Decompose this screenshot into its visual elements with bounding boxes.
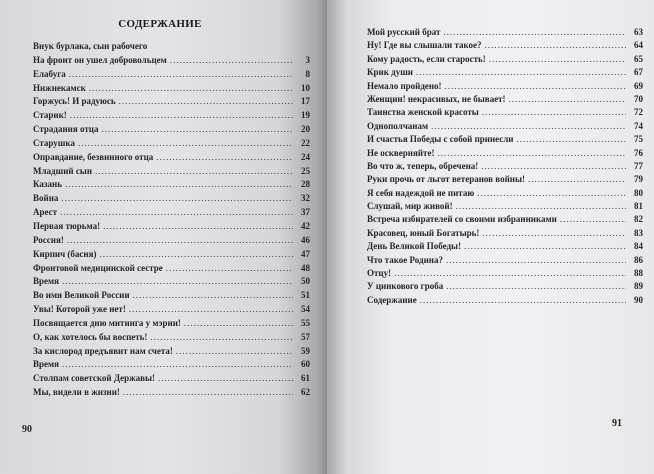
toc-entry [367, 107, 643, 120]
toc-entry-title: Посвящается дню митинга у мэрии! [33, 317, 181, 328]
dot-leader [78, 138, 293, 148]
toc-entry-title: Нижнекамск [33, 82, 86, 93]
dot-leader [416, 67, 626, 77]
toc-entry-page: 20 [301, 124, 310, 135]
dot-leader [123, 387, 293, 397]
dot-leader [509, 94, 626, 104]
toc-entry-page: 90 [634, 294, 643, 305]
toc-entry-title: За кислород предъявит нам счета! [33, 345, 173, 356]
toc-entry-title: Кирпич (басня) [33, 248, 97, 259]
toc-entry [367, 54, 643, 67]
toc-entry-title: О, как хотелось бы воспеть! [33, 331, 148, 342]
toc-entry-title: Слушай, мир живой! [367, 201, 453, 212]
toc-entry-title: Младший сын [33, 165, 93, 176]
dot-leader [119, 96, 293, 106]
toc-entry [33, 55, 310, 69]
dot-leader [482, 228, 626, 238]
toc-entry [33, 318, 310, 332]
dot-leader [560, 214, 626, 224]
dot-leader [150, 332, 293, 342]
toc-entry-page: 82 [634, 214, 643, 225]
toc-entry [33, 96, 310, 110]
toc-entry-title: Время [33, 276, 60, 287]
toc-entry [367, 40, 643, 53]
toc-entry [33, 359, 310, 373]
toc-entry-page: 54 [301, 304, 310, 315]
toc-entry [33, 304, 310, 318]
toc-entry-title: Крик души [367, 67, 413, 78]
dot-leader [70, 110, 293, 120]
toc-entry [367, 201, 643, 214]
toc-entry-page: 83 [634, 227, 643, 238]
toc-entry-page: 3 [305, 54, 310, 65]
toc-entry [367, 67, 643, 80]
toc-entry [367, 81, 643, 94]
toc-entry-page: 24 [301, 151, 310, 162]
toc-entry-title: Встреча избирателей со своими избранниками [367, 214, 557, 225]
toc-entry [33, 263, 310, 277]
toc-entry [33, 152, 310, 166]
dot-leader [65, 179, 293, 189]
dot-leader [101, 124, 293, 134]
toc-entry-title: Увы! Которой уже нет! [33, 304, 126, 315]
toc-entry-page: 62 [301, 387, 310, 398]
dot-leader [445, 81, 626, 91]
toc-entry-page: 32 [301, 193, 310, 204]
toc-entry-title: Война [33, 193, 59, 204]
toc-entry [367, 295, 643, 308]
page-number-right: 91 [612, 418, 622, 429]
toc-list-left [33, 41, 310, 401]
toc-entry-title: Содержание [367, 294, 417, 305]
toc-entry-page: 86 [634, 254, 643, 265]
toc-entry-title: Таинства женской красоты [367, 107, 479, 118]
toc-entry-title: Красовец, юный Богатырь! [367, 227, 480, 238]
dot-leader [158, 373, 293, 383]
toc-entry-page: 77 [634, 160, 643, 171]
right-page [327, 0, 654, 474]
toc-entry-page: 75 [634, 134, 643, 145]
toc-entry-page: 28 [301, 179, 310, 190]
toc-entry-title: У цинкового гроба [367, 281, 444, 292]
toc-entry [367, 94, 643, 107]
toc-entry-title: Оправдание, безвинного отца [33, 151, 154, 162]
toc-entry-title: Внук бурлака, сын рабочего [33, 41, 148, 51]
toc-entry [367, 121, 643, 134]
toc-entry-title: Первая тюрьма! [33, 220, 101, 231]
toc-entry-page: 42 [301, 220, 310, 231]
toc-entry-title: Что такое Родина? [367, 254, 443, 265]
toc-entry [33, 207, 310, 221]
dot-leader [456, 201, 626, 211]
toc-entry [367, 228, 643, 241]
dot-leader [528, 174, 626, 184]
toc-entry-title: Старушка [33, 137, 75, 148]
toc-entry-page: 84 [634, 241, 643, 252]
page-title: СОДЕРЖАНИЕ [118, 18, 202, 30]
toc-entry-page: 10 [301, 82, 310, 93]
toc-entry-page: 81 [634, 201, 643, 212]
toc-entry-page: 61 [301, 373, 310, 384]
toc-entry-title: Время [33, 359, 60, 370]
dot-leader [516, 134, 626, 144]
dot-leader [133, 290, 293, 300]
dot-leader [99, 249, 293, 259]
toc-entry [33, 166, 310, 180]
toc-entry-page: 65 [634, 53, 643, 64]
dot-leader [482, 107, 626, 117]
toc-entry-title: Россия! [33, 234, 64, 245]
toc-entry [33, 69, 310, 83]
toc-entry [367, 255, 643, 268]
dot-leader [62, 276, 293, 286]
toc-entry-title: Страдания отца [33, 124, 99, 135]
dot-leader [446, 255, 626, 265]
toc-entry [33, 249, 310, 263]
toc-entry-title: Арест [33, 207, 58, 218]
toc-entry-page: 80 [634, 187, 643, 198]
dot-leader [156, 152, 293, 162]
dot-leader [89, 83, 293, 93]
dot-leader [420, 295, 626, 305]
toc-entry-page: 57 [301, 331, 310, 342]
toc-entry [367, 134, 643, 147]
toc-entry-title: День Великой Победы! [367, 241, 462, 252]
toc-entry-page: 51 [301, 290, 310, 301]
toc-entry-title: Не оскверняйте! [367, 147, 435, 158]
dot-leader [477, 188, 626, 198]
toc-entry-page: 25 [301, 165, 310, 176]
toc-entry [33, 346, 310, 360]
toc-entry [367, 268, 643, 281]
toc-entry-title: Мой русский брат [367, 27, 441, 37]
toc-entry-page: 63 [634, 27, 643, 37]
toc-entry [367, 174, 643, 187]
toc-entry-page: 79 [634, 174, 643, 185]
toc-entry-title: Однополчанам [367, 120, 429, 131]
dot-leader [464, 241, 626, 251]
toc-entry-page: 89 [634, 281, 643, 292]
toc-entry-title: Мы, видели в жизни! [33, 387, 120, 398]
toc-entry [33, 373, 310, 387]
toc-entry-title: Я себя надеждой не питаю [367, 187, 475, 198]
toc-entry [367, 241, 643, 254]
toc-entry-page: 22 [301, 137, 310, 148]
toc-entry-page: 8 [305, 68, 310, 79]
toc-entry-page: 88 [634, 268, 643, 279]
dot-leader [170, 55, 293, 65]
toc-list-right [367, 27, 643, 308]
toc-entry-page: 19 [301, 110, 310, 121]
toc-entry [367, 188, 643, 201]
toc-entry-page: 76 [634, 147, 643, 158]
toc-entry [367, 148, 643, 161]
toc-entry [367, 281, 643, 294]
dot-leader [184, 318, 293, 328]
dot-leader [129, 304, 293, 314]
dot-leader [61, 193, 293, 203]
toc-entry-page: 72 [634, 107, 643, 118]
dot-leader [69, 69, 293, 79]
toc-entry-title: И счастья Победы с собой принесли [367, 134, 514, 145]
dot-leader [394, 268, 626, 278]
toc-entry-title: Немало пройдено! [367, 80, 442, 91]
toc-entry-title: Во что ж, теперь, обречена! [367, 160, 479, 171]
toc-entry-page: 48 [301, 262, 310, 273]
toc-entry-page: 17 [301, 96, 310, 107]
toc-entry-title: Кому радость, если старость! [367, 53, 486, 64]
toc-entry-title: Ну! Где вы слышали такое? [367, 40, 482, 51]
toc-entry [33, 124, 310, 138]
toc-entry-page: 67 [634, 67, 643, 78]
toc-entry-title: Отцу! [367, 268, 392, 279]
toc-entry-title: На фронт он ушел добровольцем [33, 54, 167, 65]
toc-entry [33, 332, 310, 346]
toc-entry [33, 179, 310, 193]
toc-entry [33, 387, 310, 401]
toc-entry-page: 50 [301, 276, 310, 287]
toc-entry-title: Во имя Великой России [33, 290, 130, 301]
page-number-left: 90 [22, 424, 32, 435]
toc-entry-page: 69 [634, 80, 643, 91]
toc-entry-page: 47 [301, 248, 310, 259]
toc-entry [367, 27, 643, 40]
toc-entry-title: Фронтовой медицинской сестре [33, 262, 163, 273]
toc-entry-title: Казань [33, 179, 62, 190]
toc-entry-title: Горжусь! И радуюсь [33, 96, 116, 107]
dot-leader [431, 121, 626, 131]
toc-entry [33, 235, 310, 249]
toc-entry-page: 46 [301, 234, 310, 245]
toc-entry-title: Руки прочь от льгот ветеранов войны! [367, 174, 525, 185]
dot-leader [67, 235, 293, 245]
dot-leader [437, 148, 626, 158]
toc-entry [33, 221, 310, 235]
dot-leader [446, 281, 626, 291]
dot-leader [95, 166, 293, 176]
toc-entry [33, 276, 310, 290]
toc-entry [33, 138, 310, 152]
toc-entry [367, 214, 643, 227]
dot-leader [443, 27, 626, 37]
toc-entry [33, 290, 310, 304]
toc-entry [33, 110, 310, 124]
toc-entry-page: 70 [634, 93, 643, 104]
toc-entry-page: 74 [634, 120, 643, 131]
dot-leader [481, 161, 626, 171]
toc-entry [33, 83, 310, 97]
toc-entry-page: 59 [301, 345, 310, 356]
dot-leader [176, 346, 293, 356]
dot-leader [62, 359, 293, 369]
toc-entry [33, 193, 310, 207]
toc-entry-title: Столпам советской Державы! [33, 373, 156, 384]
toc-entry-page: 60 [301, 359, 310, 370]
dot-leader [489, 54, 626, 64]
dot-leader [60, 207, 293, 217]
toc-entry [33, 41, 310, 55]
dot-leader [485, 40, 626, 50]
toc-entry-page: 37 [301, 207, 310, 218]
toc-entry [367, 161, 643, 174]
toc-entry-title: Женщин! некрасивых, не бывает! [367, 93, 506, 104]
toc-entry-title: Старик! [33, 110, 67, 121]
toc-entry-page: 64 [634, 40, 643, 51]
toc-entry-page: 55 [301, 317, 310, 328]
dot-leader [103, 221, 293, 231]
dot-leader [166, 263, 293, 273]
toc-entry-title: Елабуга [33, 68, 66, 79]
